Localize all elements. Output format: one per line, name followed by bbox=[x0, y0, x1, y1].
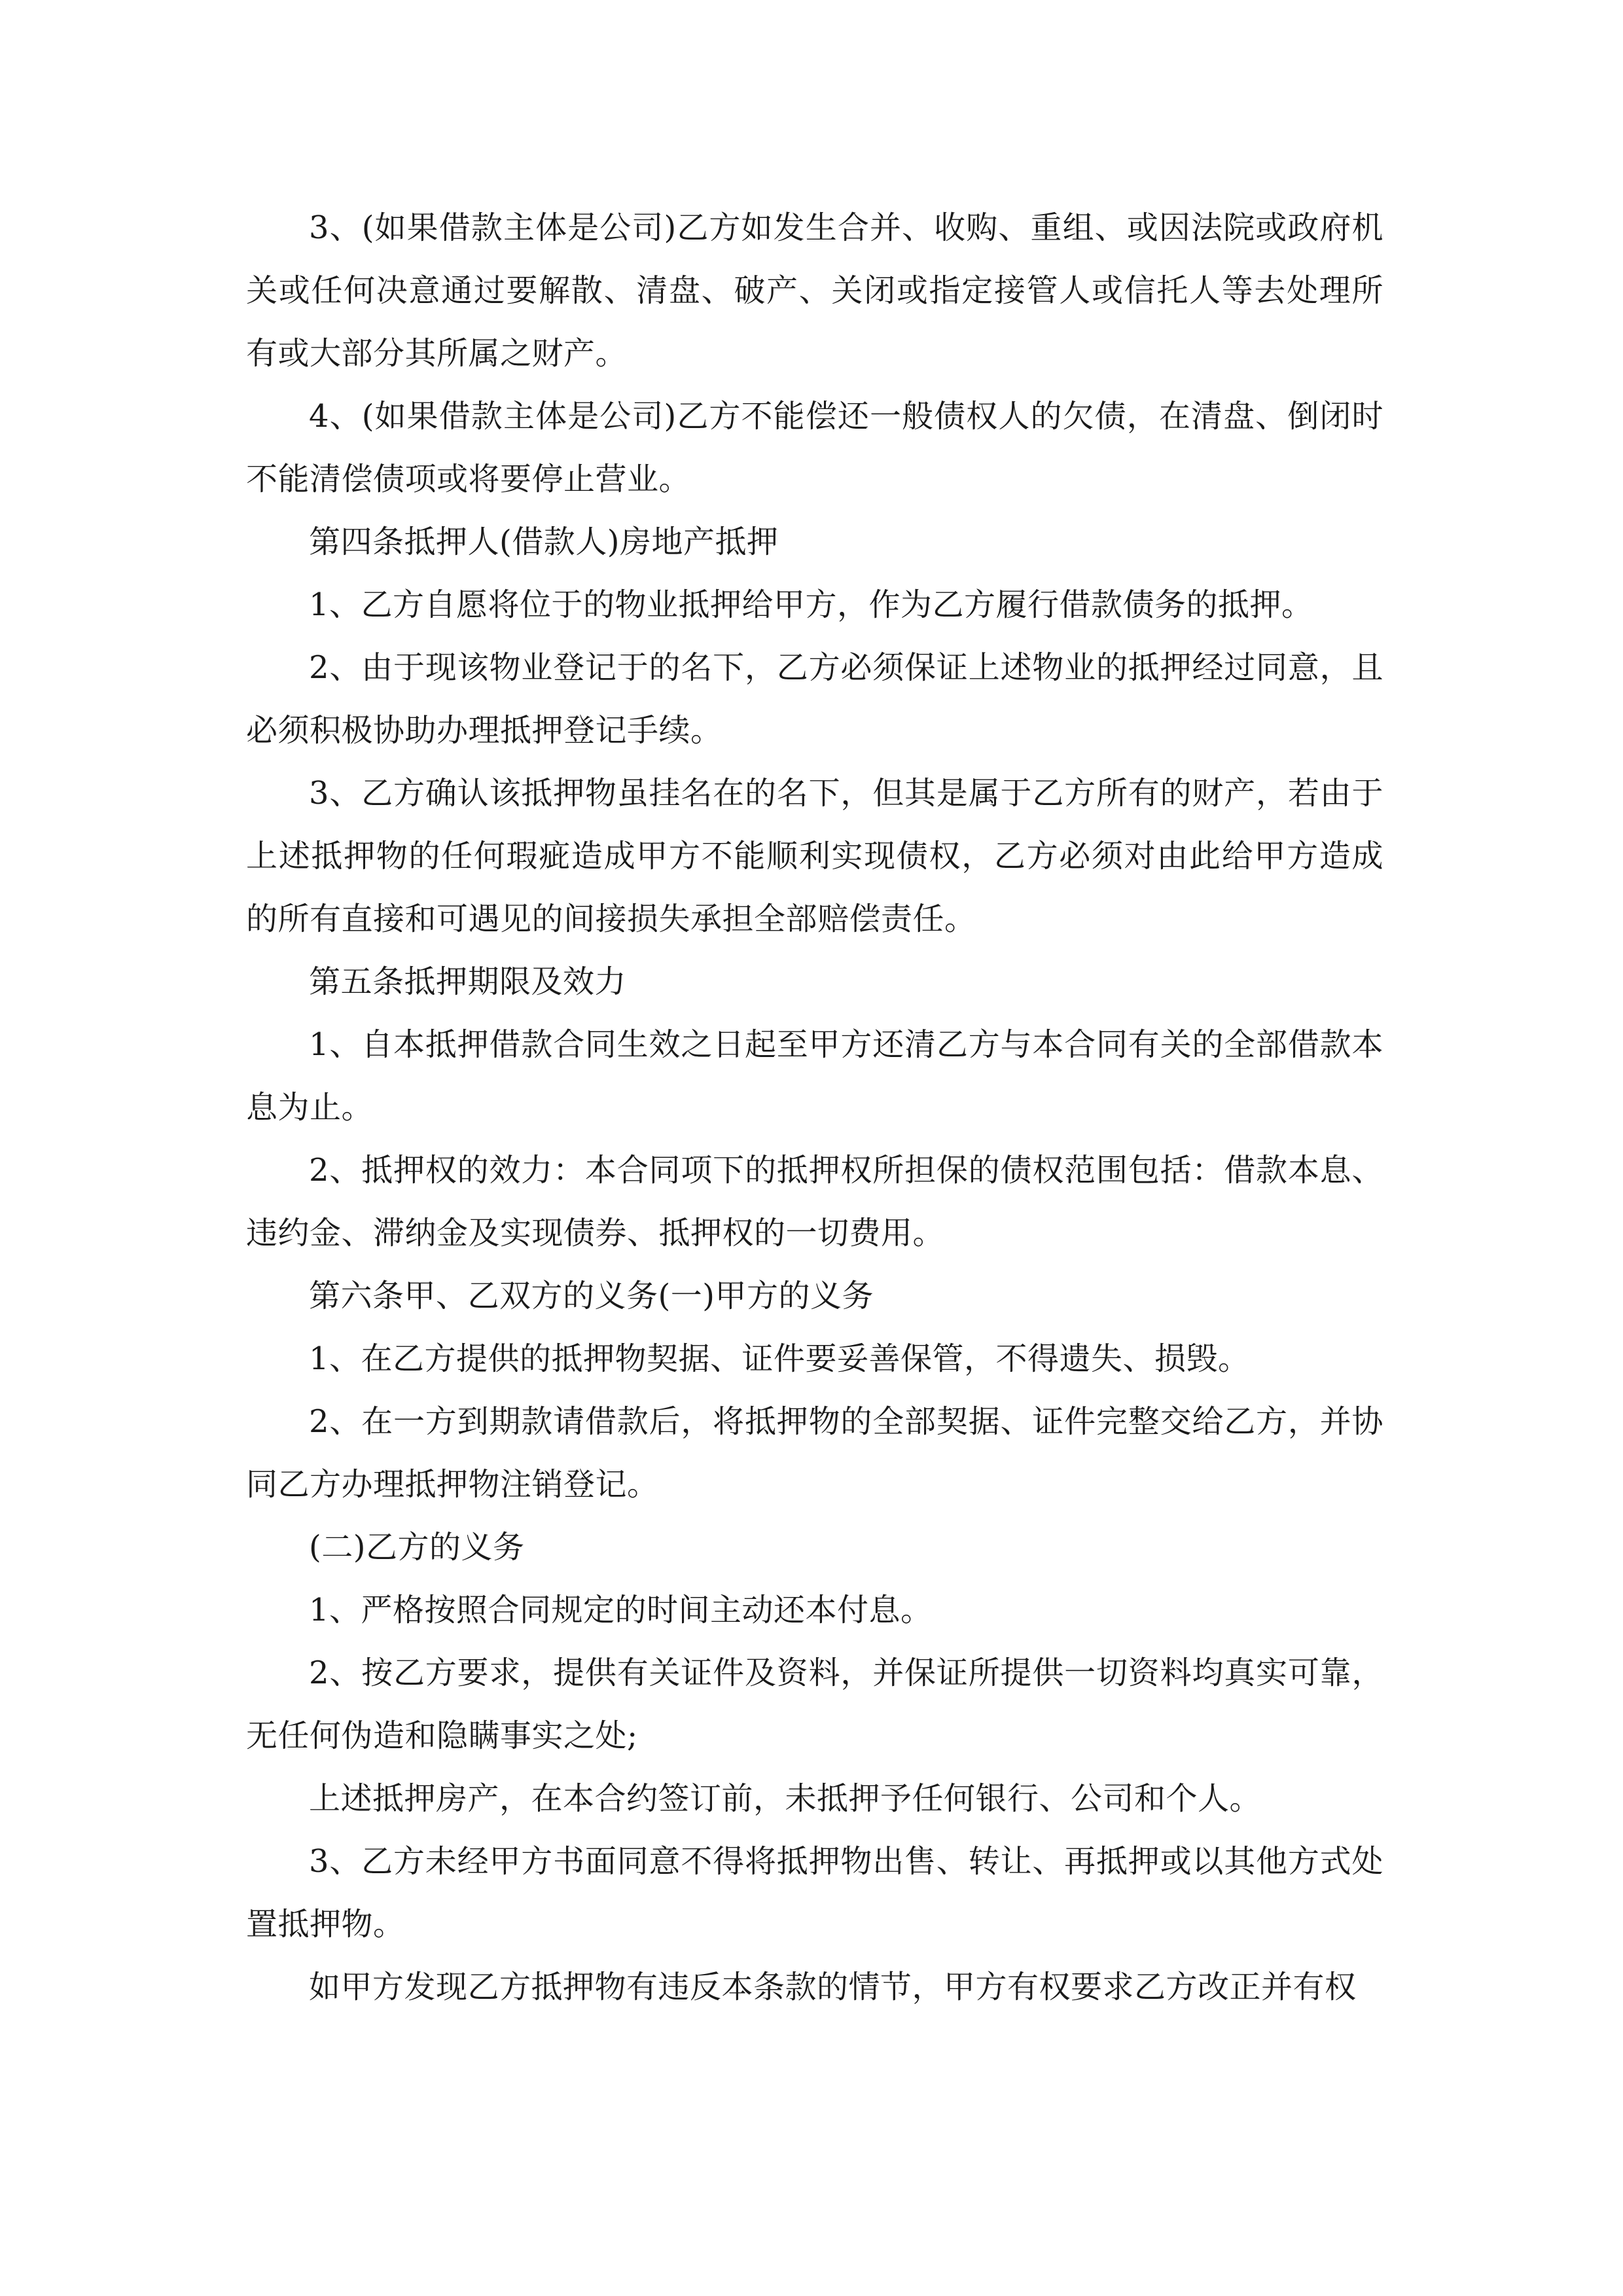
paragraph-party-b-duty-2: 2、按乙方要求，提供有关证件及资料，并保证所提供一切资料均真实可靠，无任何伪造和隐瞒事实之处; bbox=[246, 1655, 1383, 1754]
article-6-heading: 第六条甲、乙双方的义务(一)甲方的义务 bbox=[309, 1278, 874, 1314]
paragraph-party-a-duty-2: 2、在一方到期款请借款后，将抵押物的全部契据、证件完整交给乙方，并协同乙方办理抵押物注销登记。 bbox=[246, 1403, 1383, 1503]
article-4-heading: 第四条抵押人(借款人)房地产抵押 bbox=[309, 524, 779, 560]
article-5-heading: 第五条抵押期限及效力 bbox=[309, 963, 627, 1000]
document-body bbox=[246, 196, 1383, 2018]
party-b-duties-heading: (二)乙方的义务 bbox=[309, 1529, 525, 1566]
paragraph-party-b-duty-1: 1、严格按照合同规定的时间主动还本付息。 bbox=[309, 1592, 933, 1628]
paragraph-article-4-item-3: 3、乙方确认该抵押物虽挂名在的名下，但其是属于乙方所有的财产，若由于上述抵押物的任何瑕疵造成甲方不能顺利实现债权，乙方必须对由此给甲方造成的所有直接和可遇见的间接损失承担全部赔偿责任。 bbox=[246, 775, 1383, 937]
paragraph-party-b-duty-3: 3、乙方未经甲方书面同意不得将抵押物出售、转让、再抵押或以其他方式处置抵押物。 bbox=[246, 1843, 1383, 1943]
paragraph-article-4-item-1: 1、乙方自愿将位于的物业抵押给甲方，作为乙方履行借款债务的抵押。 bbox=[309, 586, 1313, 623]
paragraph-party-a-duty-1: 1、在乙方提供的抵押物契据、证件要妥善保管，不得遗失、损毁。 bbox=[309, 1340, 1250, 1377]
paragraph-clause-3-merger: 3、(如果借款主体是公司)乙方如发生合并、收购、重组、或因法院或政府机关或任何决意通过要解散、清盘、破产、关闭或指定接管人或信托人等去处理所有或大部分其所属之财产。 bbox=[246, 209, 1383, 372]
paragraph-article-4-item-2: 2、由于现该物业登记于的名下，乙方必须保证上述物业的抵押经过同意，且必须积极协助办理抵押登记手续。 bbox=[246, 649, 1383, 749]
paragraph-violation-remedy: 如甲方发现乙方抵押物有违反本条款的情节，甲方有权要求乙方改正并有权 bbox=[309, 1969, 1357, 2005]
paragraph-article-5-item-2: 2、抵押权的效力：本合同项下的抵押权所担保的债权范围包括：借款本息、违约金、滞纳金及实现债券、抵押权的一切费用。 bbox=[246, 1152, 1383, 1251]
paragraph-article-5-item-1: 1、自本抵押借款合同生效之日起至甲方还清乙方与本合同有关的全部借款本息为止。 bbox=[246, 1026, 1383, 1126]
paragraph-no-prior-mortgage: 上述抵押房产，在本合约签订前，未抵押予任何银行、公司和个人。 bbox=[309, 1780, 1262, 1817]
paragraph-clause-4-insolvency: 4、(如果借款主体是公司)乙方不能偿还一般债权人的欠债，在清盘、倒闭时不能清偿债项或将要停止营业。 bbox=[246, 398, 1383, 497]
